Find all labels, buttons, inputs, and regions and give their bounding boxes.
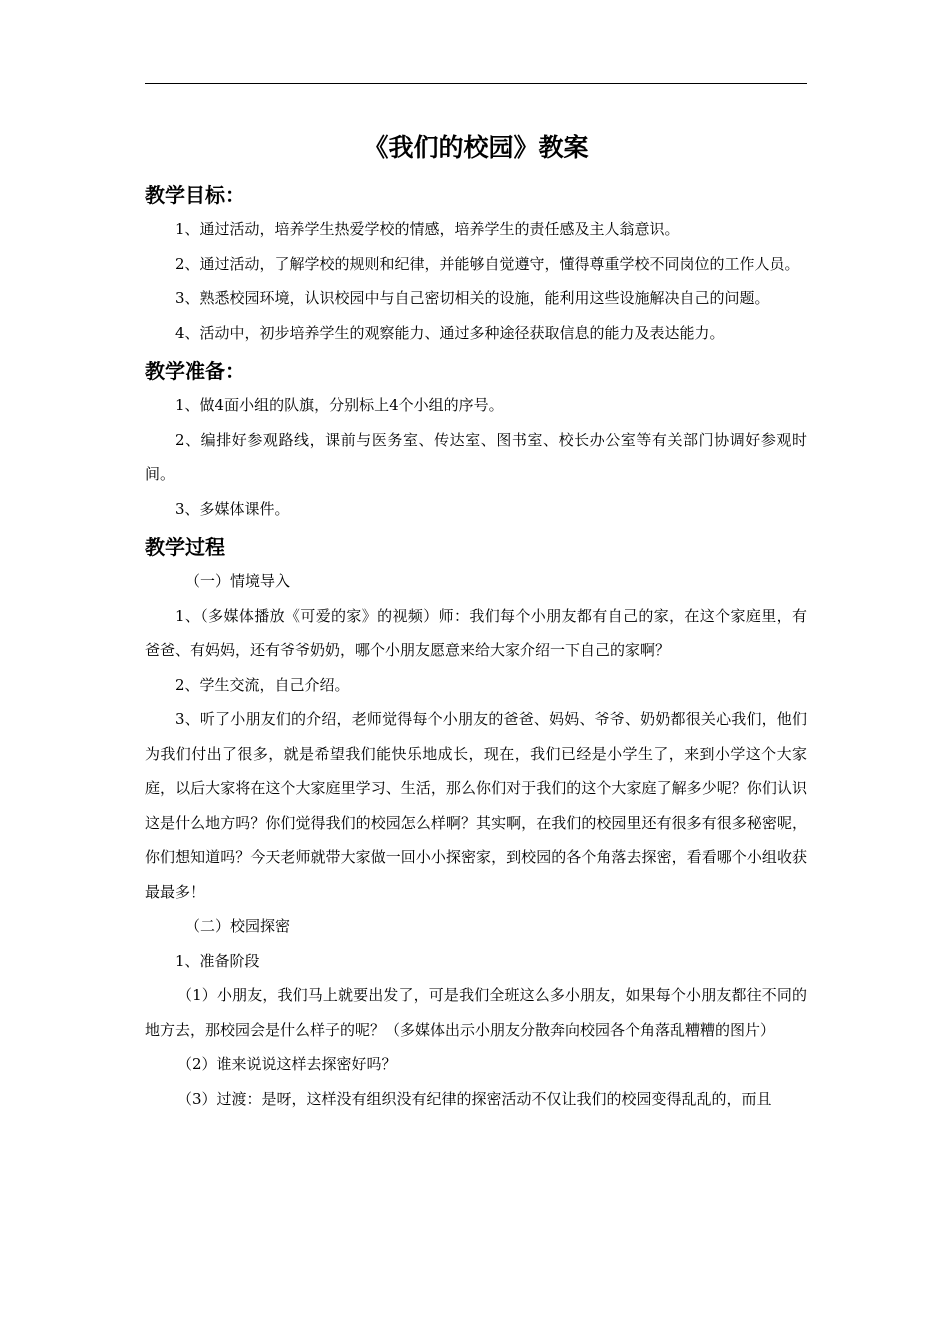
goal-item: 2、通过活动，了解学校的规则和纪律，并能够自觉遵守，懂得尊重学校不同岗位的工作人员。 [175, 254, 800, 273]
prep-item: 2、编排好参观路线，课前与医务室、传达室、图书室、校长办公室等有关部门协调好参观时间。 [145, 430, 807, 483]
goal-item: 4、活动中，初步培养学生的观察能力、通过多种途径获取信息的能力及表达能力。 [175, 323, 725, 342]
section-heading-goals: 教学目标： [145, 183, 245, 207]
process-item: （1）小朋友，我们马上就要出发了，可是我们全班这么多小朋友，如果每个小朋友都往不同的地方去，那校园会是什么样子的呢？（多媒体出示小朋友分散奔向校园各个角落乱糟糟的图片） [145, 986, 807, 1039]
process-item: （2）谁来说说这样去探密好吗？ [177, 1055, 397, 1073]
subsection-title-explore: （二）校园探密 [185, 917, 291, 935]
document-body [145, 128, 807, 1116]
process-item: （3）过渡：是呀，这样没有组织没有纪律的探密活动不仅让我们的校园变得乱乱的，而且 [177, 1089, 772, 1108]
header-rule [145, 83, 807, 84]
goal-item: 1、通过活动，培养学生热爱学校的情感，培养学生的责任感及主人翁意识。 [175, 220, 680, 238]
document-title: 《我们的校园》教案 [363, 133, 589, 162]
goal-item: 3、熟悉校园环境，认识校园中与自己密切相关的设施，能利用这些设施解决自己的问题。 [175, 289, 770, 307]
process-item: 1、（多媒体播放《可爱的家》的视频）师：我们每个小朋友都有自己的家，在这个家庭里，有爸爸、有妈妈，还有爷爷奶奶，哪个小朋友愿意来给大家介绍一下自己的家啊？ [145, 606, 807, 659]
stage-title: 1、准备阶段 [175, 951, 260, 970]
subsection-title-intro: （一）情境导入 [185, 572, 291, 590]
process-item: 2、学生交流，自己介绍。 [175, 675, 350, 694]
process-item: 3、听了小朋友们的介绍，老师觉得每个小朋友的爸爸、妈妈、爷爷、奶奶都很关心我们，他们为我们付出了很多，就是希望我们能快乐地成长，现在，我们已经是小学生了，来到小学这个大家庭，以后大家将在这个大家庭里学习、生活，那么你们对于我们的这个大家庭了解多少呢？你们认识这是什么地方吗？你们觉得我们的校园怎么样啊？其实啊，在我们的校园里还有很多有很多秘密呢，你们想知道吗？今天老师就带大家做一回小小探密家，到校园的各个角落去探密，看看哪个小组收获最最多！ [145, 710, 807, 901]
prep-item: 3、多媒体课件。 [175, 499, 290, 518]
section-heading-prep: 教学准备： [145, 359, 245, 383]
prep-item: 1、做4面小组的队旗，分别标上4个小组的序号。 [175, 396, 504, 414]
section-heading-process: 教学过程 [145, 535, 225, 559]
